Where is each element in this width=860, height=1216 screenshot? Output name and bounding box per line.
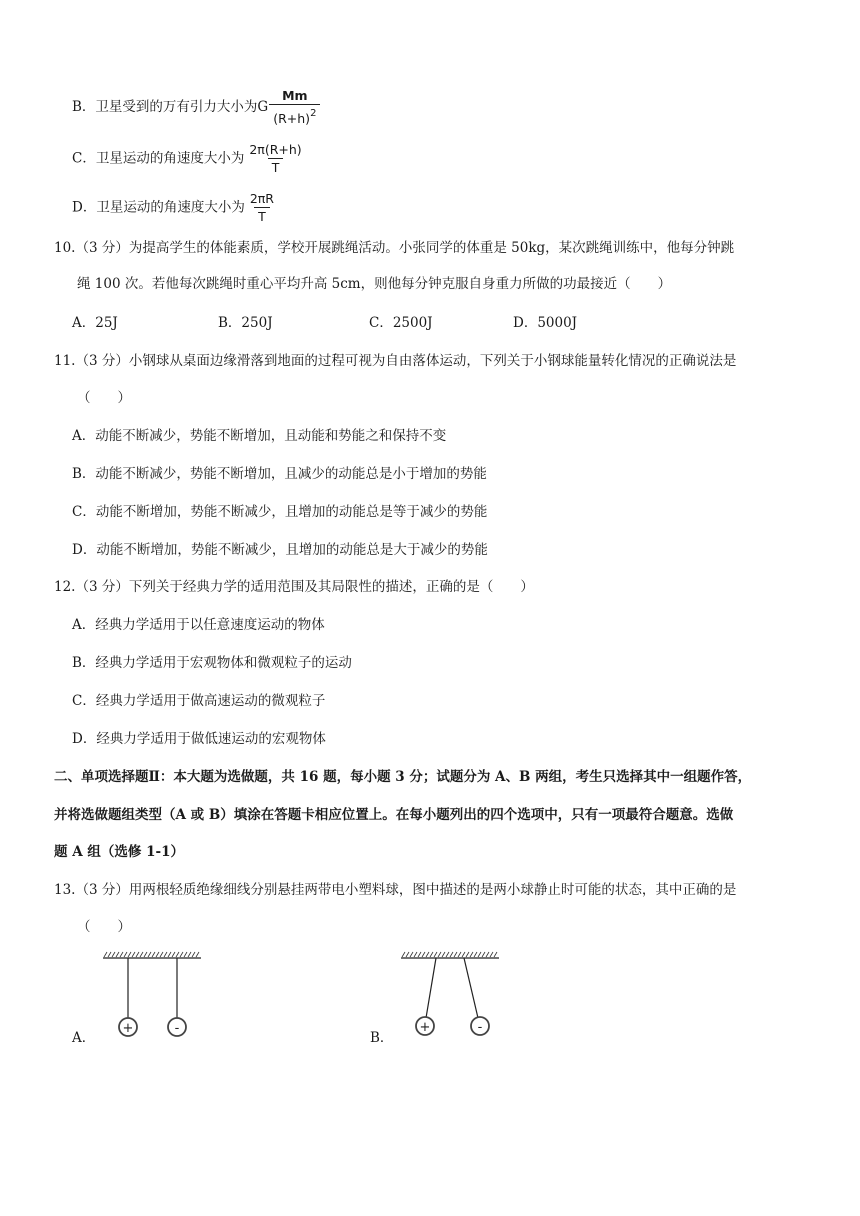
q10-option-c: C．2500J <box>369 315 433 331</box>
q10-option-d: D．5000J <box>513 315 578 331</box>
q9-option-d <box>72 191 278 225</box>
q12-option-a: A．经典力学适用于以任意速度运动的物体 <box>72 617 325 633</box>
q9-option-d-fraction <box>246 191 278 225</box>
q9-option-b <box>72 88 320 127</box>
section2-heading-line3: 题 A 组（选修 1-1） <box>54 844 184 860</box>
section2-heading-line1: 二、单项选择题Ⅱ：本大题为选做题，共 16 题，每小题 3 分；试题分为 A、B 两组，考生只选择其中一组题作答， <box>54 769 752 785</box>
q13-figure-a <box>100 948 205 1043</box>
negative-charge-sign: - <box>477 1020 483 1035</box>
q11-option-b: B．动能不断减少，势能不断增加，且减少的动能总是小于增加的势能 <box>72 466 487 482</box>
q9-option-b-text: B．卫星受到的万有引力大小为G <box>72 99 269 115</box>
q12-option-c: C．经典力学适用于做高速运动的微观粒子 <box>72 693 326 709</box>
negative-charge-sign: - <box>174 1021 180 1036</box>
section2-heading-line2: 并将选做题组类型（A 或 B）填涂在答题卡相应位置上。在每小题列出的四个选项中，只有一项最符合题意。选做 <box>54 807 734 823</box>
q10-stem-line2: 绳 100 次。若他每次跳绳时重心平均升高 5cm，则他每分钟克服自身重力所做的功最接近（ ） <box>77 276 672 292</box>
q11-option-d: D．动能不断增加，势能不断减少，且增加的动能总是大于减少的势能 <box>72 542 488 558</box>
q12-option-d: D．经典力学适用于做低速运动的宏观物体 <box>72 731 326 747</box>
q11-option-a: A．动能不断减少，势能不断增加，且动能和势能之和保持不变 <box>72 428 447 444</box>
ceiling-hatch <box>401 952 499 958</box>
q12-option-b: B．经典力学适用于宏观物体和微观粒子的运动 <box>72 655 352 671</box>
q11-stem-line1: 11.（3 分）小钢球从桌面边缘滑落到地面的过程可视为自由落体运动，下列关于小钢球能量转化情况的正确说法是 <box>54 353 737 369</box>
q9-option-d-text: D．卫星运动的角速度大小为 <box>72 199 245 216</box>
q11-stem-line2: （ ） <box>77 390 131 406</box>
q9-option-c-numerator: 2π(R+h) <box>249 142 302 157</box>
q13-stem-line2: （ ） <box>77 919 131 935</box>
q9-option-b-numerator: Mm <box>282 88 308 103</box>
q9-option-c-fraction <box>245 142 305 176</box>
string-right <box>464 958 478 1018</box>
q13-figure-a-label: A． <box>72 1030 96 1046</box>
q9-option-d-numerator: 2πR <box>249 191 274 206</box>
q10-stem-line1: 10.（3 分）为提高学生的体能素质，学校开展跳绳活动。小张同学的体重是 50kg，某次跳绳训练中，他每分钟跳 <box>54 240 735 256</box>
q10-option-b: B．250J <box>218 315 273 331</box>
q9-option-b-exponent: 2 <box>310 108 317 119</box>
q9-option-b-fraction <box>269 88 320 127</box>
q9-option-c-denominator: T <box>268 158 284 176</box>
q13-figure-b-label: B． <box>370 1030 394 1046</box>
q12-stem: 12.（3 分）下列关于经典力学的适用范围及其局限性的描述，正确的是（ ） <box>54 579 534 595</box>
q9-option-c <box>72 142 306 176</box>
positive-charge-sign: + <box>419 1020 431 1035</box>
q11-option-c: C．动能不断增加，势能不断减少，且增加的动能总是等于减少的势能 <box>72 504 488 520</box>
q13-stem-line1: 13.（3 分）用两根轻质绝缘细线分别悬挂两带电小塑料球，图中描述的是两小球静止时可能的状态，其中正确的是 <box>54 882 737 898</box>
ceiling-hatch <box>103 952 201 958</box>
positive-charge-sign: + <box>122 1021 134 1036</box>
q9-option-c-text: C．卫星运动的角速度大小为 <box>72 150 245 167</box>
q9-option-d-denominator: T <box>254 207 270 225</box>
string-left <box>426 958 436 1018</box>
q10-option-a: A．25J <box>72 315 118 331</box>
q9-option-b-denominator: (R+h) <box>273 111 311 126</box>
q13-figure-b <box>398 948 503 1043</box>
